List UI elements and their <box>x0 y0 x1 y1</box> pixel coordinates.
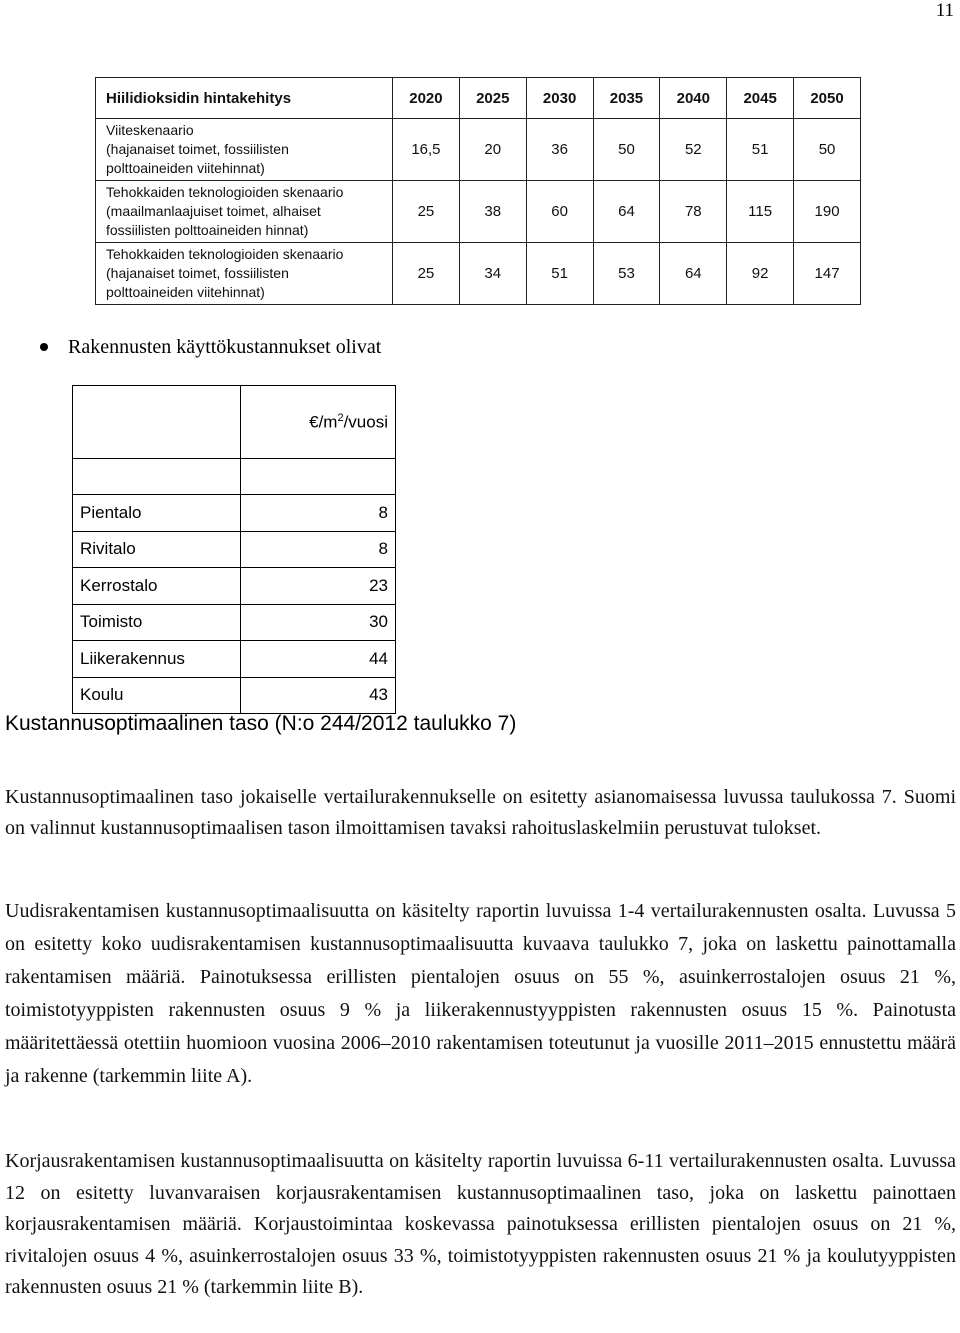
coal-price-cell: 38 <box>459 181 526 243</box>
coal-price-cell: 25 <box>393 181 460 243</box>
coal-table-row <box>96 243 861 305</box>
cost-table-row <box>73 641 396 678</box>
scenario-label-line: (hajanaiset toimet, fossiilisten <box>106 265 289 281</box>
coal-price-cell: 51 <box>727 119 794 181</box>
coal-price-cell: 16,5 <box>393 119 460 181</box>
coal-table-header-year: 2045 <box>727 78 794 119</box>
coal-price-cell: 34 <box>459 243 526 305</box>
paragraph: Kustannusoptimaalinen taso jokaiselle vertailurakennukselle on esitetty asianomaisessa luvussa taulukossa 7. Suomi on valinnut kustannusoptimaalisen tason ilmoittamisen tavaksi rahoituslaskelmiin perustuvat tulokset. <box>5 786 956 839</box>
scenario-label <box>96 119 393 181</box>
building-type: Koulu <box>73 677 241 714</box>
cost-table-row <box>73 568 396 605</box>
cost-table-row <box>73 677 396 714</box>
building-type: Liikerakennus <box>73 641 241 678</box>
bullet-dot-icon <box>40 343 48 351</box>
coal-price-cell: 147 <box>794 243 861 305</box>
coal-table-header-row <box>96 78 861 119</box>
building-cost: 23 <box>241 568 396 605</box>
building-cost: 8 <box>241 531 396 568</box>
coal-price-cell: 53 <box>593 243 660 305</box>
coal-price-cell: 64 <box>593 181 660 243</box>
scenario-label-line: (hajanaiset toimet, fossiilisten <box>106 141 289 157</box>
building-type: Toimisto <box>73 604 241 641</box>
building-cost: 8 <box>241 495 396 532</box>
coal-price-cell: 52 <box>660 119 727 181</box>
paragraph: Uudisrakentamisen kustannusoptimaalisuutta on käsitelty raportin luvuissa 1-4 vertailurakennusten osalta. Luvussa 5 on esitetty koko uudisrakentamisen kustannusoptimaalisuutta kuvaava taulukko 7, joka on laskettu painottamalla rakentamisen määriä. Painotuksessa erillisten pientalojen osuus on 55 %, asuinkerrostalojen osuus 21 %, toimistotyyppisten rakennusten osuus 9 % ja liikerakennustyyppisten rakennusten osuus 15 %. Painotusta määritettäessä otettiin huomioon vuosina 2006–2010 rakentamisen toteutunut ja vuosille 2011–2015 ennustettu määrä ja rakenne (tarkemmin liite A). <box>5 900 956 1087</box>
coal-price-cell: 60 <box>526 181 593 243</box>
cost-table-spacer-row <box>73 459 396 495</box>
section-heading: Kustannusoptimaalinen taso (N:o 244/2012 taulukko 7) <box>5 712 517 735</box>
scenario-label-line: polttoaineiden viitehinnat) <box>106 160 265 176</box>
coal-table-header-year: 2025 <box>459 78 526 119</box>
scenario-label <box>96 243 393 305</box>
building-type: Pientalo <box>73 495 241 532</box>
coal-price-cell: 51 <box>526 243 593 305</box>
scenario-label-line: Viiteskenaario <box>106 122 194 138</box>
coal-table-header-year: 2050 <box>794 78 861 119</box>
scenario-label-line: Tehokkaiden teknologioiden skenaario <box>106 184 344 200</box>
coal-price-cell: 78 <box>660 181 727 243</box>
coal-price-cell: 190 <box>794 181 861 243</box>
coal-price-cell: 50 <box>794 119 861 181</box>
cost-table-row <box>73 531 396 568</box>
coal-price-cell: 92 <box>727 243 794 305</box>
cost-table-spacer-cell <box>241 459 396 495</box>
scenario-label-line: polttoaineiden viitehinnat) <box>106 284 265 300</box>
cost-table-spacer-cell <box>73 459 241 495</box>
coal-table-header-label: Hiilidioksidin hintakehitys <box>96 78 393 119</box>
coal-price-cell: 36 <box>526 119 593 181</box>
coal-price-cell: 25 <box>393 243 460 305</box>
coal-price-cell: 64 <box>660 243 727 305</box>
paragraph: Korjausrakentamisen kustannusoptimaalisuutta on käsitelty raportin luvuissa 6-11 vertailurakennusten osalta. Luvussa 12 on esitetty luvanvaraisen korjausrakentamisen kustannusoptimaalinen taso, joka on laskettu painottaen korjausrakentamisen määriä. Korjaustoimintaa koskevassa painotuksessa erillisten pientalojen osuus on 21 %, rivitalojen osuus 4 %, asuinkerrostalojen osuus 33 %, toimistotyyppisten rakennusten osuus 21 % ja koulutyyppisten rakennusten osuus 21 % (tarkemmin liite B). <box>5 1150 956 1298</box>
coal-price-cell: 115 <box>727 181 794 243</box>
bullet-item <box>40 334 381 360</box>
building-type: Rivitalo <box>73 531 241 568</box>
coal-table-header-year: 2035 <box>593 78 660 119</box>
cost-table-row <box>73 604 396 641</box>
coal-price-cell: 50 <box>593 119 660 181</box>
building-costs-table <box>72 385 396 714</box>
coal-table-header-year: 2030 <box>526 78 593 119</box>
coal-price-table <box>95 77 861 305</box>
cost-table-header-row <box>73 386 396 459</box>
coal-price-cell: 20 <box>459 119 526 181</box>
building-cost: 30 <box>241 604 396 641</box>
scenario-label-line: fossiilisten polttoaineiden hinnat) <box>106 222 309 238</box>
scenario-label-line: (maailmanlaajuiset toimet, alhaiset <box>106 203 321 219</box>
building-cost: 44 <box>241 641 396 678</box>
cost-table-row <box>73 495 396 532</box>
cost-unit-header: $€/m^2$/vuosi <box>241 386 396 459</box>
coal-table-header-year: 2020 <box>393 78 460 119</box>
page-number: 11 <box>935 0 954 21</box>
scenario-label <box>96 181 393 243</box>
scenario-label-line: Tehokkaiden teknologioiden skenaario <box>106 246 344 262</box>
coal-table-row <box>96 181 861 243</box>
coal-table-row <box>96 119 861 181</box>
building-type: Kerrostalo <box>73 568 241 605</box>
cost-table-empty-header <box>73 386 241 459</box>
coal-table-header-year: 2040 <box>660 78 727 119</box>
building-cost: 43 <box>241 677 396 714</box>
bullet-text: Rakennusten käyttökustannukset olivat <box>68 336 382 358</box>
